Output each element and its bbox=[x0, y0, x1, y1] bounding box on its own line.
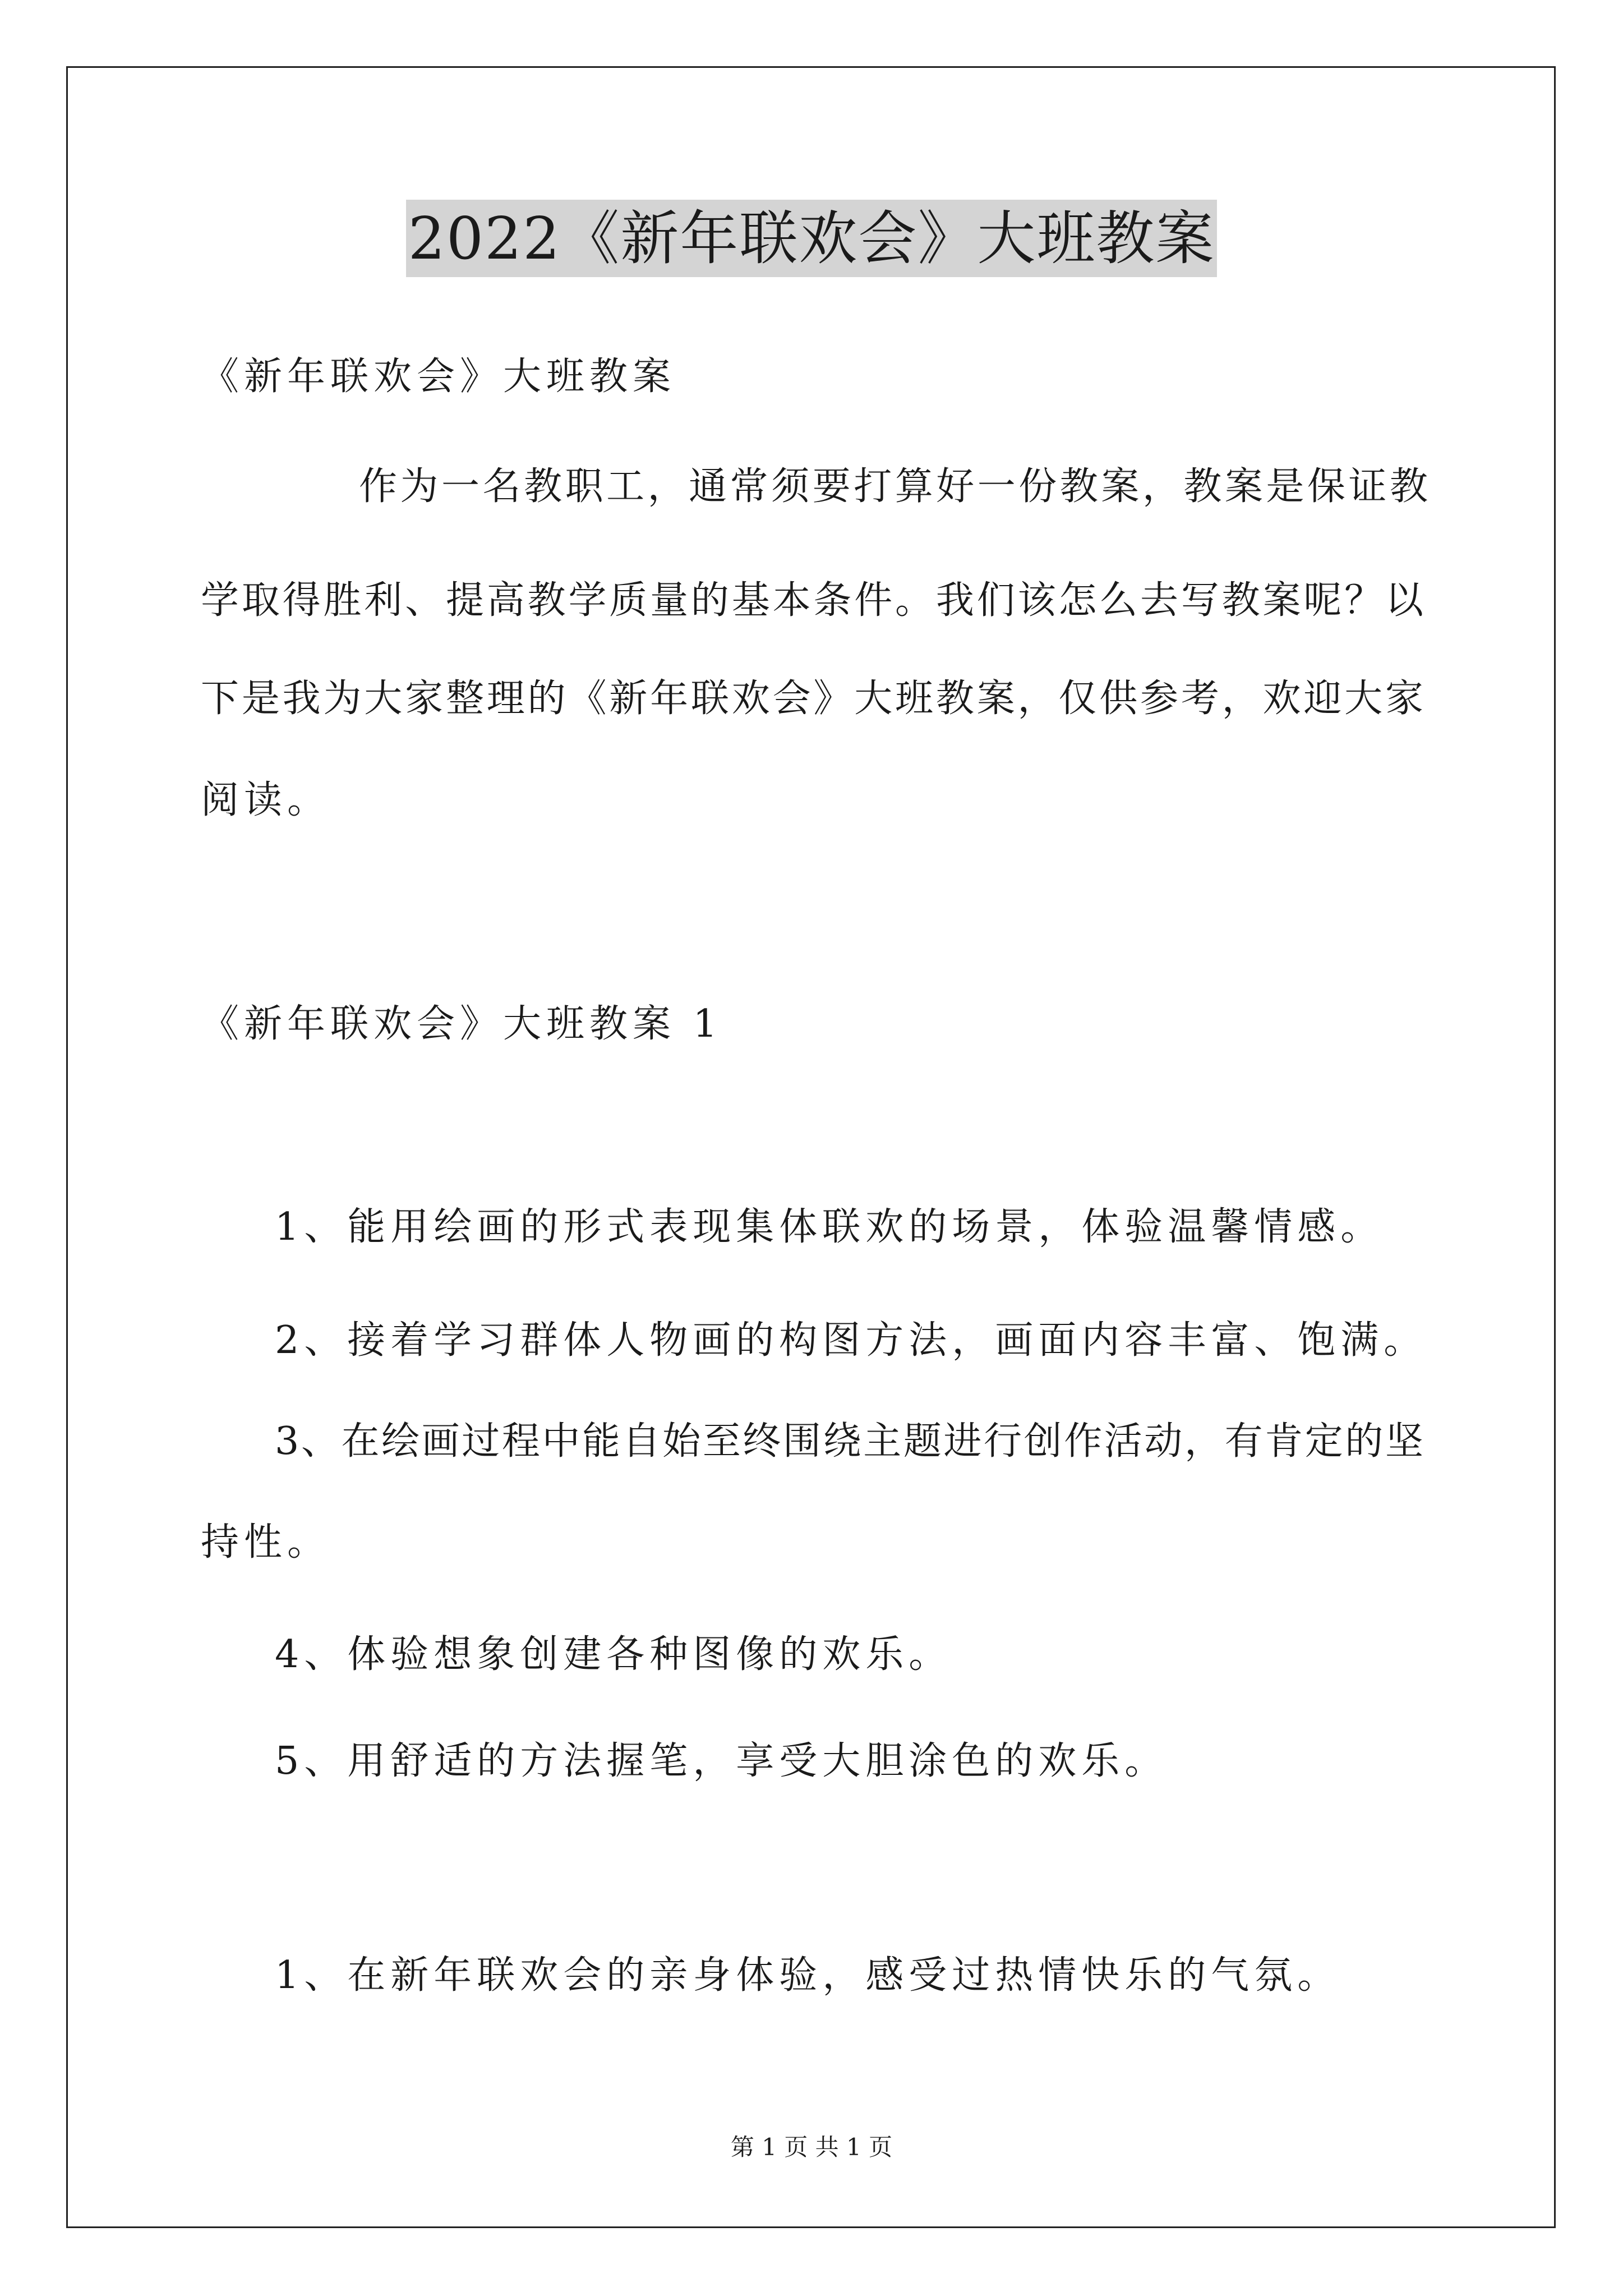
goal-item-1: 1、能用绘画的形式表现集体联欢的场景，体验温馨情感。 bbox=[275, 1205, 1384, 1249]
goal-item-3: 3、在绘画过程中能自始至终围绕主题进行创作活动，有肯定的坚 bbox=[275, 1419, 1423, 1464]
preparation-item-1: 1、在新年联欢会的亲身体验，感受过热情快乐的气氛。 bbox=[275, 1953, 1341, 1998]
goal-item-3-continued: 持性。 bbox=[201, 1520, 331, 1565]
document-subtitle: 《新年联欢会》大班教案 bbox=[201, 355, 676, 399]
section-heading: 《新年联欢会》大班教案 1 bbox=[201, 1002, 722, 1046]
document-title: 2022《新年联欢会》大班教案 bbox=[406, 200, 1218, 277]
intro-line-3: 下是我为大家整理的《新年联欢会》大班教案，仅供参考，欢迎大家 bbox=[201, 677, 1423, 721]
goal-item-5: 5、用舒适的方法握笔，享受大胆涂色的欢乐。 bbox=[275, 1739, 1168, 1783]
page-footer: 第 1 页 共 1 页 bbox=[730, 2133, 893, 2161]
intro-line-1: 作为一名教职工，通常须要打算好一份教案，教案是保证教 bbox=[359, 464, 1428, 509]
goal-item-2: 2、接着学习群体人物画的构图方法，画面内容丰富、饱满。 bbox=[275, 1318, 1427, 1363]
intro-line-4: 阅读。 bbox=[201, 778, 331, 822]
title-container bbox=[0, 200, 1623, 277]
goal-item-4: 4、体验想象创建各种图像的欢乐。 bbox=[275, 1632, 952, 1677]
intro-line-2: 学取得胜利、提高教学质量的基本条件。我们该怎么去写教案呢？以 bbox=[201, 578, 1423, 623]
